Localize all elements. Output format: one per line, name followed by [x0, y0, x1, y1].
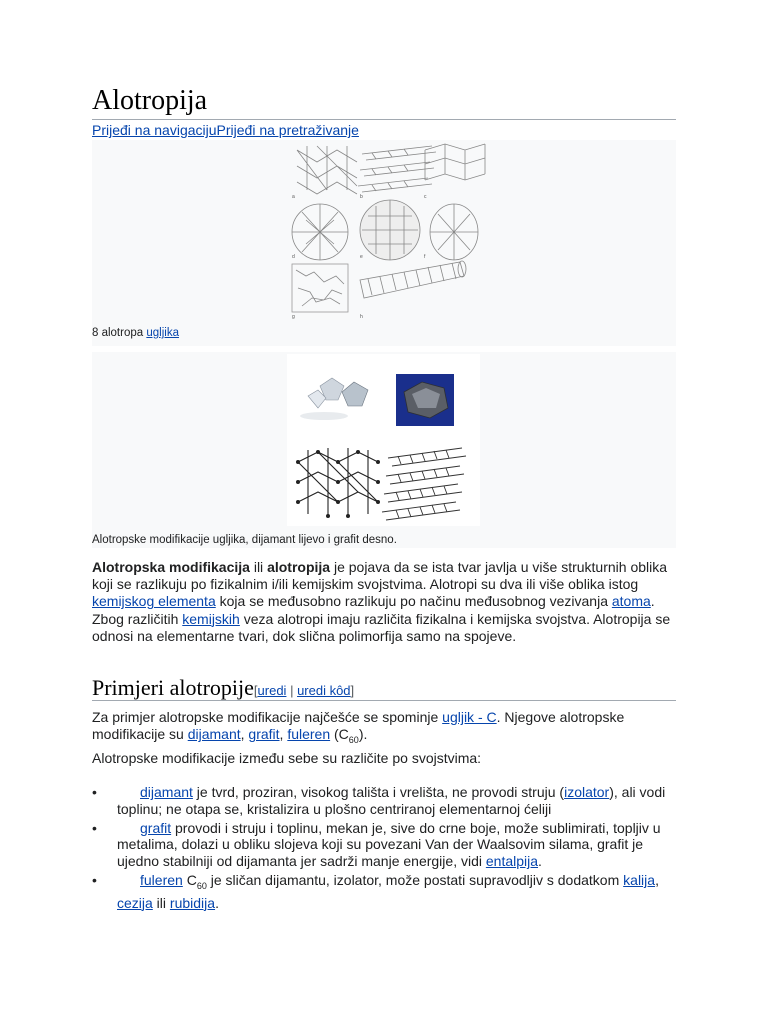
fullerene-link[interactable]: fuleren — [140, 871, 183, 888]
list-text: je tvrd, proziran, visokog tališta i vrelišta, ne provodi struju ( — [192, 784, 565, 800]
bullet: • — [92, 784, 97, 800]
amorphous-carbon-drawing — [292, 264, 348, 312]
graphite-sample-drawing — [396, 374, 454, 426]
c540-drawing — [360, 200, 420, 260]
edit-bracket: ] — [350, 683, 355, 698]
list-item — [92, 820, 676, 870]
bullet: • — [92, 819, 97, 836]
panel-label-c: c — [424, 194, 427, 200]
potassium-link[interactable]: kalija — [623, 871, 656, 888]
graphite-link[interactable]: grafit — [248, 726, 280, 743]
panel-label-a: a — [292, 194, 295, 200]
figure-allotropes — [92, 140, 676, 346]
chemical-element-link[interactable]: kemijskog elementa — [92, 593, 216, 610]
list-item — [92, 784, 676, 818]
para-text: , — [279, 726, 288, 743]
chemical-link[interactable]: kemijskih — [182, 610, 240, 627]
diamond-lattice-drawing — [297, 146, 357, 194]
figure-caption: Alotropske modifikacije ugljika, dijamant lijevo i grafit desno. — [92, 534, 397, 546]
lead-text: je pojava da se ista tvar javlja u više strukturnih oblika koji se razlikuju po fizikalnim i/ili kemijskim svojstvima. Alotropi su dva ili više oblika istog — [92, 559, 668, 593]
edit-links — [254, 683, 354, 698]
list-text: . — [215, 894, 219, 911]
examples-paragraph — [92, 709, 676, 749]
atom-link[interactable]: atoma — [611, 593, 651, 610]
bold-term: alotropija — [267, 559, 331, 575]
section-heading — [92, 675, 676, 701]
list-text: C — [182, 871, 197, 888]
rubidium-link[interactable]: rubidija — [169, 894, 216, 911]
diamond-link[interactable]: dijamant — [140, 784, 193, 800]
list-text: . — [538, 853, 542, 870]
bullet: • — [92, 871, 97, 888]
subscript: 60 — [196, 880, 207, 891]
page-title: Alotropija — [92, 85, 676, 120]
nanotube-drawing — [360, 261, 466, 298]
para-text: ). — [358, 726, 368, 743]
panel-label-e: e — [360, 254, 363, 260]
panel-label-g: g — [292, 314, 295, 320]
lead-text: koja se međusobno razlikuju po načinu međusobnog vezivanja — [215, 593, 612, 610]
properties-intro: Alotropske modifikacije između sebe su različite po svojstvima: — [92, 750, 482, 766]
para-text: Za primjer alotropske modifikacije najčešće se spominje — [92, 709, 443, 725]
list-text: provodi i struju i toplinu, mekan je, sive do crne boje, može sublimirati, topljiv u metalima, dolazi u obliku slojeva koji su povezani Van der Waalsovim silama, grafit je ujedno stabilniji od dijamanta jer sadrži manje energije, vidi — [117, 819, 661, 870]
fullerene-link[interactable]: fuleren — [287, 726, 331, 743]
subscript: 60 — [348, 735, 359, 745]
jump-to-navigation-link[interactable]: Prijeđi na navigaciju — [92, 122, 217, 138]
insulator-link[interactable]: izolator — [564, 784, 610, 800]
diamond-graphite-illustration[interactable] — [92, 352, 676, 526]
c60-drawing — [292, 204, 348, 260]
section-title: Primjeri alotropije — [92, 675, 254, 700]
edit-source-link[interactable]: uredi kôd — [297, 683, 351, 698]
list-text: je sličan dijamantu, izolator, može postati supravodljiv s dodatkom — [206, 871, 624, 888]
panel-label-h: h — [360, 314, 363, 320]
para-text: (C — [330, 726, 349, 743]
enthalpy-link[interactable]: entalpija — [485, 853, 539, 870]
graphite-link[interactable]: grafit — [140, 819, 172, 836]
list-text: ), ali vodi toplinu; ne otapa se, kristalizira u plošno centriranoj elementarnoj ćeliji — [117, 784, 666, 817]
jump-links — [92, 122, 359, 138]
jump-to-search-link[interactable]: Prijeđi na pretraživanje — [216, 122, 359, 138]
lead-paragraph — [92, 559, 676, 645]
carbon-c-link[interactable]: ugljik - C — [442, 709, 497, 725]
para-text: . Njegove alotropske modifikacije su — [92, 709, 625, 743]
carbon-link[interactable]: ugljika — [146, 327, 179, 339]
panel-label-f: f — [424, 254, 426, 260]
cesium-link[interactable]: cezija — [117, 894, 153, 911]
list-text: ili — [152, 894, 170, 911]
list-item — [92, 872, 676, 911]
lead-text: ili — [249, 559, 268, 575]
panel-label-d: d — [292, 254, 295, 260]
para-text: , — [240, 726, 249, 743]
panel-label-b: b — [360, 194, 363, 200]
list-text: , — [655, 871, 659, 888]
edit-bracket: [ — [253, 683, 258, 698]
caption-text: 8 alotropa — [92, 327, 147, 339]
allotrope-list — [92, 784, 676, 913]
edit-separator: | — [286, 683, 298, 698]
graphite-layers-drawing — [358, 146, 436, 192]
figure-caption — [92, 327, 179, 339]
figure-diamond-graphite — [92, 352, 676, 548]
lead-text: veza alotropi imaju različita fizikalna i kemijska svojstva. Alotropija se odnosi na elementarne tvari, dok slična polimorfija samo na spojeve. — [92, 610, 671, 644]
diamond-link[interactable]: dijamant — [187, 726, 241, 743]
allotropes-illustration[interactable] — [92, 140, 676, 324]
lonsdaleite-drawing — [425, 144, 485, 180]
edit-link[interactable]: uredi — [257, 683, 287, 698]
bold-term: Alotropska modifikacija — [92, 559, 250, 575]
c70-drawing — [430, 204, 478, 260]
lead-text: . Zbog različitih — [92, 593, 655, 627]
